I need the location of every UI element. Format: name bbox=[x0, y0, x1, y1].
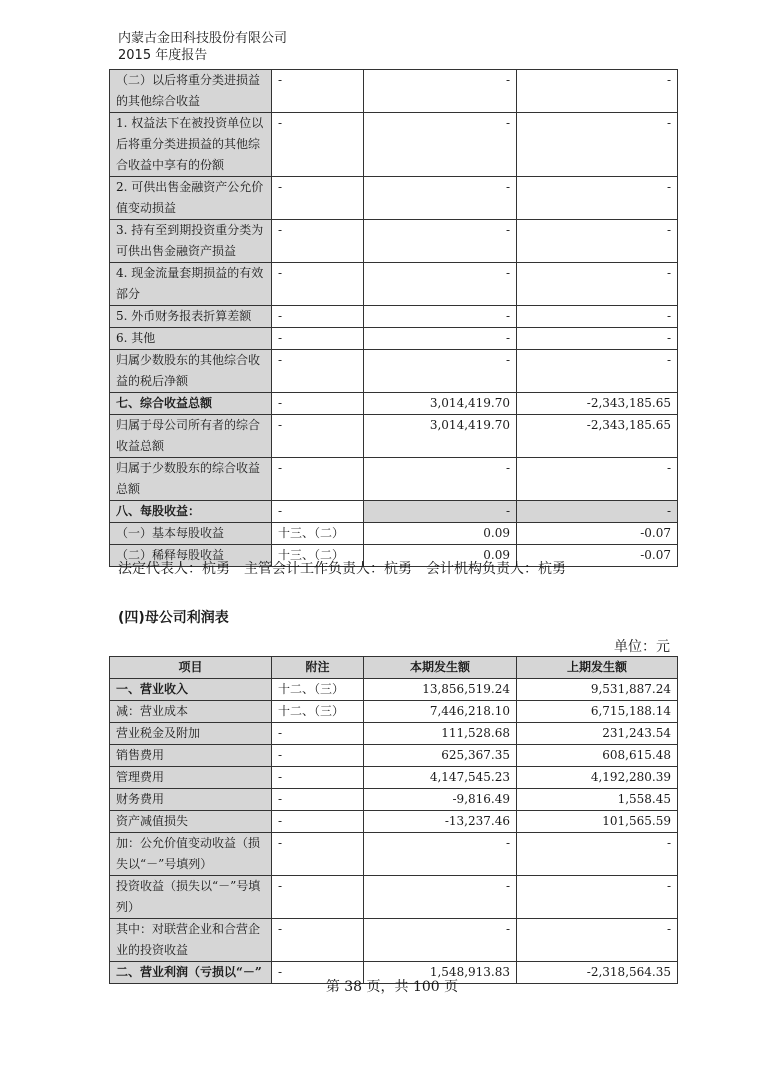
table-row bbox=[110, 458, 678, 501]
row-item: 2. 可供出售金融资产公允价值变动损益 bbox=[110, 177, 272, 220]
row-current: - bbox=[364, 876, 517, 919]
row-current: - bbox=[364, 113, 517, 177]
row-note: 十二、（三） bbox=[272, 679, 364, 701]
row-item: 归属于母公司所有者的综合收益总额 bbox=[110, 415, 272, 458]
row-item: 财务费用 bbox=[110, 789, 272, 811]
row-previous: 231,243.54 bbox=[517, 723, 678, 745]
row-note: - bbox=[272, 70, 364, 113]
row-item: 减：营业成本 bbox=[110, 701, 272, 723]
row-current: - bbox=[364, 220, 517, 263]
row-note: - bbox=[272, 306, 364, 328]
table-row bbox=[110, 350, 678, 393]
row-item: 1. 权益法下在被投资单位以后将重分类进损益的其他综合收益中享有的份额 bbox=[110, 113, 272, 177]
row-note: - bbox=[272, 393, 364, 415]
row-previous: - bbox=[517, 263, 678, 306]
row-item: 七、综合收益总额 bbox=[110, 393, 272, 415]
row-current: - bbox=[364, 306, 517, 328]
row-item: 4. 现金流量套期损益的有效部分 bbox=[110, 263, 272, 306]
row-current: 3,014,419.70 bbox=[364, 415, 517, 458]
row-current: 1,548,913.83 bbox=[364, 962, 517, 984]
row-previous: - bbox=[517, 177, 678, 220]
row-previous: -2,318,564.35 bbox=[517, 962, 678, 984]
company-name: 内蒙古金田科技股份有限公司 bbox=[118, 31, 288, 46]
row-note: 十三、（二） bbox=[272, 545, 364, 567]
row-current: -13,237.46 bbox=[364, 811, 517, 833]
row-note: 十二、（三） bbox=[272, 701, 364, 723]
row-current: - bbox=[364, 328, 517, 350]
table-row bbox=[110, 811, 678, 833]
row-item: 销售费用 bbox=[110, 745, 272, 767]
row-item: 八、每股收益： bbox=[110, 501, 272, 523]
row-current: 4,147,545.23 bbox=[364, 767, 517, 789]
report-title: 2015 年度报告 bbox=[118, 48, 208, 63]
row-current: 7,446,218.10 bbox=[364, 701, 517, 723]
row-note: - bbox=[272, 789, 364, 811]
row-previous: - bbox=[517, 350, 678, 393]
table-row bbox=[110, 523, 678, 545]
table-row bbox=[110, 833, 678, 876]
row-item: 二、营业利润（亏损以“－” bbox=[110, 962, 272, 984]
row-previous: - bbox=[517, 306, 678, 328]
row-note: - bbox=[272, 263, 364, 306]
row-item: 投资收益（损失以“－”号填列） bbox=[110, 876, 272, 919]
row-note: - bbox=[272, 501, 364, 523]
row-item: （二）以后将重分类进损益的其他综合收益 bbox=[110, 70, 272, 113]
row-previous: - bbox=[517, 458, 678, 501]
row-note: - bbox=[272, 220, 364, 263]
table-row bbox=[110, 789, 678, 811]
row-note: - bbox=[272, 350, 364, 393]
table-row bbox=[110, 415, 678, 458]
row-item: 其中：对联营企业和合营企业的投资收益 bbox=[110, 919, 272, 962]
table-row bbox=[110, 328, 678, 350]
row-current: - bbox=[364, 350, 517, 393]
row-current: 625,367.35 bbox=[364, 745, 517, 767]
row-item: 3. 持有至到期投资重分类为可供出售金融资产损益 bbox=[110, 220, 272, 263]
row-item: 5. 外币财务报表折算差额 bbox=[110, 306, 272, 328]
row-previous: - bbox=[517, 70, 678, 113]
table-header-row bbox=[110, 657, 678, 679]
row-item: 资产减值损失 bbox=[110, 811, 272, 833]
row-current: - bbox=[364, 501, 517, 523]
row-note: - bbox=[272, 833, 364, 876]
table-row bbox=[110, 679, 678, 701]
row-note: 十三、（二） bbox=[272, 523, 364, 545]
table-row bbox=[110, 113, 678, 177]
row-note: - bbox=[272, 962, 364, 984]
row-current: 13,856,519.24 bbox=[364, 679, 517, 701]
row-note: - bbox=[272, 723, 364, 745]
income-statement-continued-table bbox=[109, 69, 678, 567]
table-row bbox=[110, 767, 678, 789]
table-row bbox=[110, 70, 678, 113]
header-note: 附注 bbox=[272, 657, 364, 679]
row-current: - bbox=[364, 177, 517, 220]
row-current: 0.09 bbox=[364, 523, 517, 545]
row-previous: 6,715,188.14 bbox=[517, 701, 678, 723]
unit-label: 单位：元 bbox=[614, 639, 670, 655]
table-row bbox=[110, 701, 678, 723]
row-current: - bbox=[364, 263, 517, 306]
row-previous: - bbox=[517, 919, 678, 962]
row-previous: -2,343,185.65 bbox=[517, 393, 678, 415]
parent-income-statement-table bbox=[109, 656, 678, 984]
row-item: 归属于少数股东的综合收益总额 bbox=[110, 458, 272, 501]
row-item: 管理费用 bbox=[110, 767, 272, 789]
row-previous: -2,343,185.65 bbox=[517, 415, 678, 458]
row-previous: 608,615.48 bbox=[517, 745, 678, 767]
header-item: 项目 bbox=[110, 657, 272, 679]
row-note: - bbox=[272, 177, 364, 220]
row-current: 0.09 bbox=[364, 545, 517, 567]
row-note: - bbox=[272, 919, 364, 962]
row-item: 归属少数股东的其他综合收益的税后净额 bbox=[110, 350, 272, 393]
row-current: 111,528.68 bbox=[364, 723, 517, 745]
table-row bbox=[110, 263, 678, 306]
table-row bbox=[110, 306, 678, 328]
row-note: - bbox=[272, 415, 364, 458]
table-row bbox=[110, 501, 678, 523]
row-item: 加：公允价值变动收益（损失以“－”号填列） bbox=[110, 833, 272, 876]
row-item: 营业税金及附加 bbox=[110, 723, 272, 745]
section-title: (四)母公司利润表 bbox=[118, 610, 229, 626]
table-row bbox=[110, 919, 678, 962]
row-previous: - bbox=[517, 876, 678, 919]
row-previous: - bbox=[517, 328, 678, 350]
row-current: - bbox=[364, 70, 517, 113]
header-current: 本期发生额 bbox=[364, 657, 517, 679]
row-note: - bbox=[272, 811, 364, 833]
page-footer: 第 38 页，共 100 页 bbox=[325, 979, 459, 995]
row-item: 6. 其他 bbox=[110, 328, 272, 350]
table-row bbox=[110, 393, 678, 415]
row-current: - bbox=[364, 458, 517, 501]
row-note: - bbox=[272, 328, 364, 350]
row-previous: 1,558.45 bbox=[517, 789, 678, 811]
row-previous: - bbox=[517, 113, 678, 177]
row-previous: -0.07 bbox=[517, 545, 678, 567]
page-header bbox=[118, 30, 287, 64]
row-previous: - bbox=[517, 833, 678, 876]
row-previous: 4,192,280.39 bbox=[517, 767, 678, 789]
header-previous: 上期发生额 bbox=[517, 657, 678, 679]
row-previous: 9,531,887.24 bbox=[517, 679, 678, 701]
row-item: （一）基本每股收益 bbox=[110, 523, 272, 545]
row-note: - bbox=[272, 876, 364, 919]
table-row bbox=[110, 723, 678, 745]
row-item: （二）稀释每股收益 bbox=[110, 545, 272, 567]
row-previous: -0.07 bbox=[517, 523, 678, 545]
row-current: - bbox=[364, 919, 517, 962]
row-previous: 101,565.59 bbox=[517, 811, 678, 833]
row-note: - bbox=[272, 745, 364, 767]
row-note: - bbox=[272, 767, 364, 789]
row-previous: - bbox=[517, 220, 678, 263]
row-previous: - bbox=[517, 501, 678, 523]
signature-line: 法定代表人：杭勇 主管会计工作负责人：杭勇 会计机构负责人：杭勇 bbox=[118, 561, 566, 577]
row-note: - bbox=[272, 113, 364, 177]
row-note: - bbox=[272, 458, 364, 501]
row-current: 3,014,419.70 bbox=[364, 393, 517, 415]
table-row bbox=[110, 745, 678, 767]
table-row bbox=[110, 220, 678, 263]
row-item: 一、营业收入 bbox=[110, 679, 272, 701]
row-current: - bbox=[364, 833, 517, 876]
table-row bbox=[110, 177, 678, 220]
table-row bbox=[110, 876, 678, 919]
row-current: -9,816.49 bbox=[364, 789, 517, 811]
